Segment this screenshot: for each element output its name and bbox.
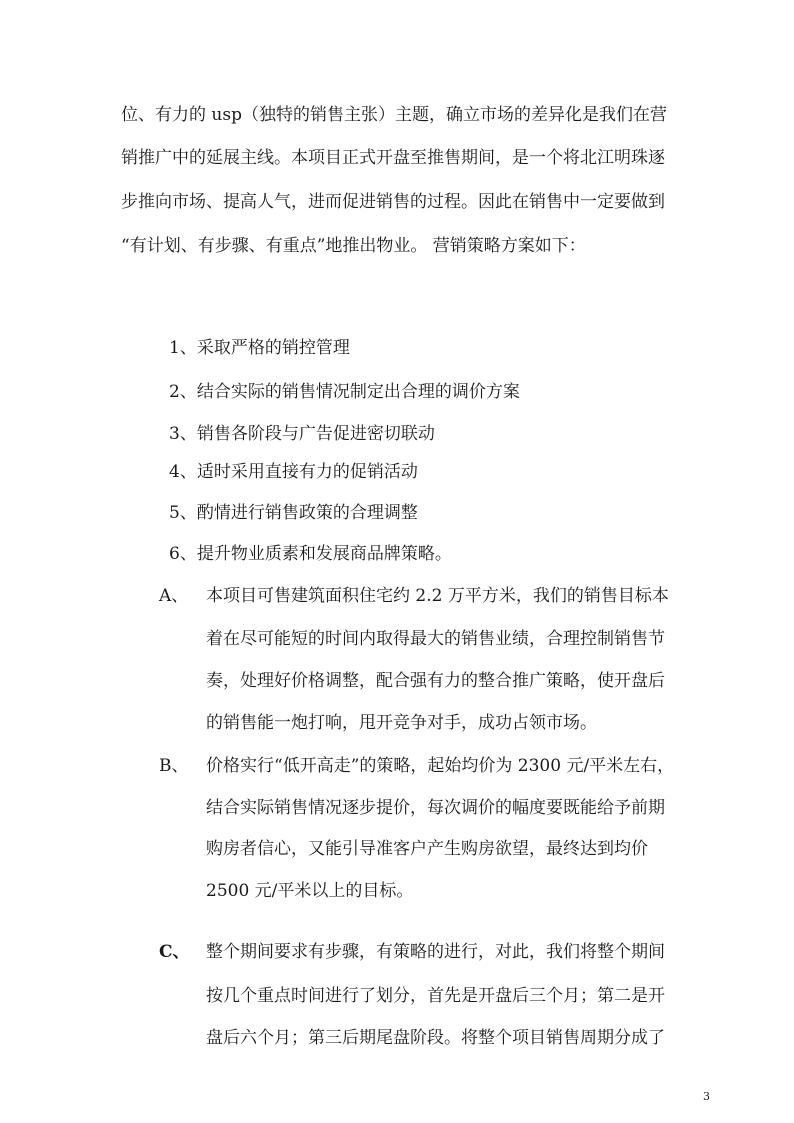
section-line: 2500 元/平米以上的目标。 xyxy=(206,881,414,901)
section-line: 购房者信心，又能引导准客户产生购房欲望，最终达到均价 xyxy=(206,839,648,859)
section-line: 整个期间要求有步骤，有策略的进行，对此，我们将整个期间 xyxy=(206,942,665,962)
section-marker: B、 xyxy=(159,756,189,776)
section-line: 盘后六个月；第三后期尾盘阶段。将整个项目销售周期分成了 xyxy=(206,1028,665,1048)
intro-line: “有计划、有步骤、有重点”地推出物业。 营销策略方案如下： xyxy=(121,236,586,256)
section-line: 奏，处理好价格调整，配合强有力的整合推广策略，使开盘后 xyxy=(206,671,665,691)
strategy-item: 6、提升物业质素和发展商品牌策略。 xyxy=(169,544,452,564)
section-line: 着在尽可能短的时间内取得最大的销售业绩，合理控制销售节 xyxy=(206,629,665,649)
section-marker: A、 xyxy=(159,586,189,606)
section-marker: C、 xyxy=(159,942,190,962)
intro-line: 位、有力的 usp（独特的销售主张）主题，确立市场的差异化是我们在营 xyxy=(121,105,667,125)
strategy-item: 4、适时采用直接有力的促销活动 xyxy=(169,462,418,482)
section-line: 结合实际销售情况逐步提价，每次调价的幅度要既能给予前期 xyxy=(206,798,665,818)
intro-line: 销推广中的延展主线。本项目正式开盘至推售期间，是一个将北江明珠逐 xyxy=(121,148,665,168)
page-number: 3 xyxy=(703,1090,710,1103)
strategy-item: 1、采取严格的销控管理 xyxy=(169,338,350,358)
strategy-item: 5、酌情进行销售政策的合理调整 xyxy=(169,503,418,523)
strategy-item: 3、销售各阶段与广告促进密切联动 xyxy=(169,424,435,444)
section-line: 价格实行“低开高走”的策略，起始均价为 2300 元/平米左右， xyxy=(206,756,675,776)
intro-line: 步推向市场、提高人气，进而促进销售的过程。因此在销售中一定要做到 xyxy=(121,192,665,212)
section-line: 的销售能一炮打响，甩开竞争对手，成功占领市场。 xyxy=(206,713,597,733)
strategy-item: 2、结合实际的销售情况制定出合理的调价方案 xyxy=(169,382,520,402)
section-line: 本项目可售建筑面积住宅约 2.2 万平方米，我们的销售目标本 xyxy=(206,586,669,606)
section-line: 按几个重点时间进行了划分，首先是开盘后三个月；第二是开 xyxy=(206,986,665,1006)
